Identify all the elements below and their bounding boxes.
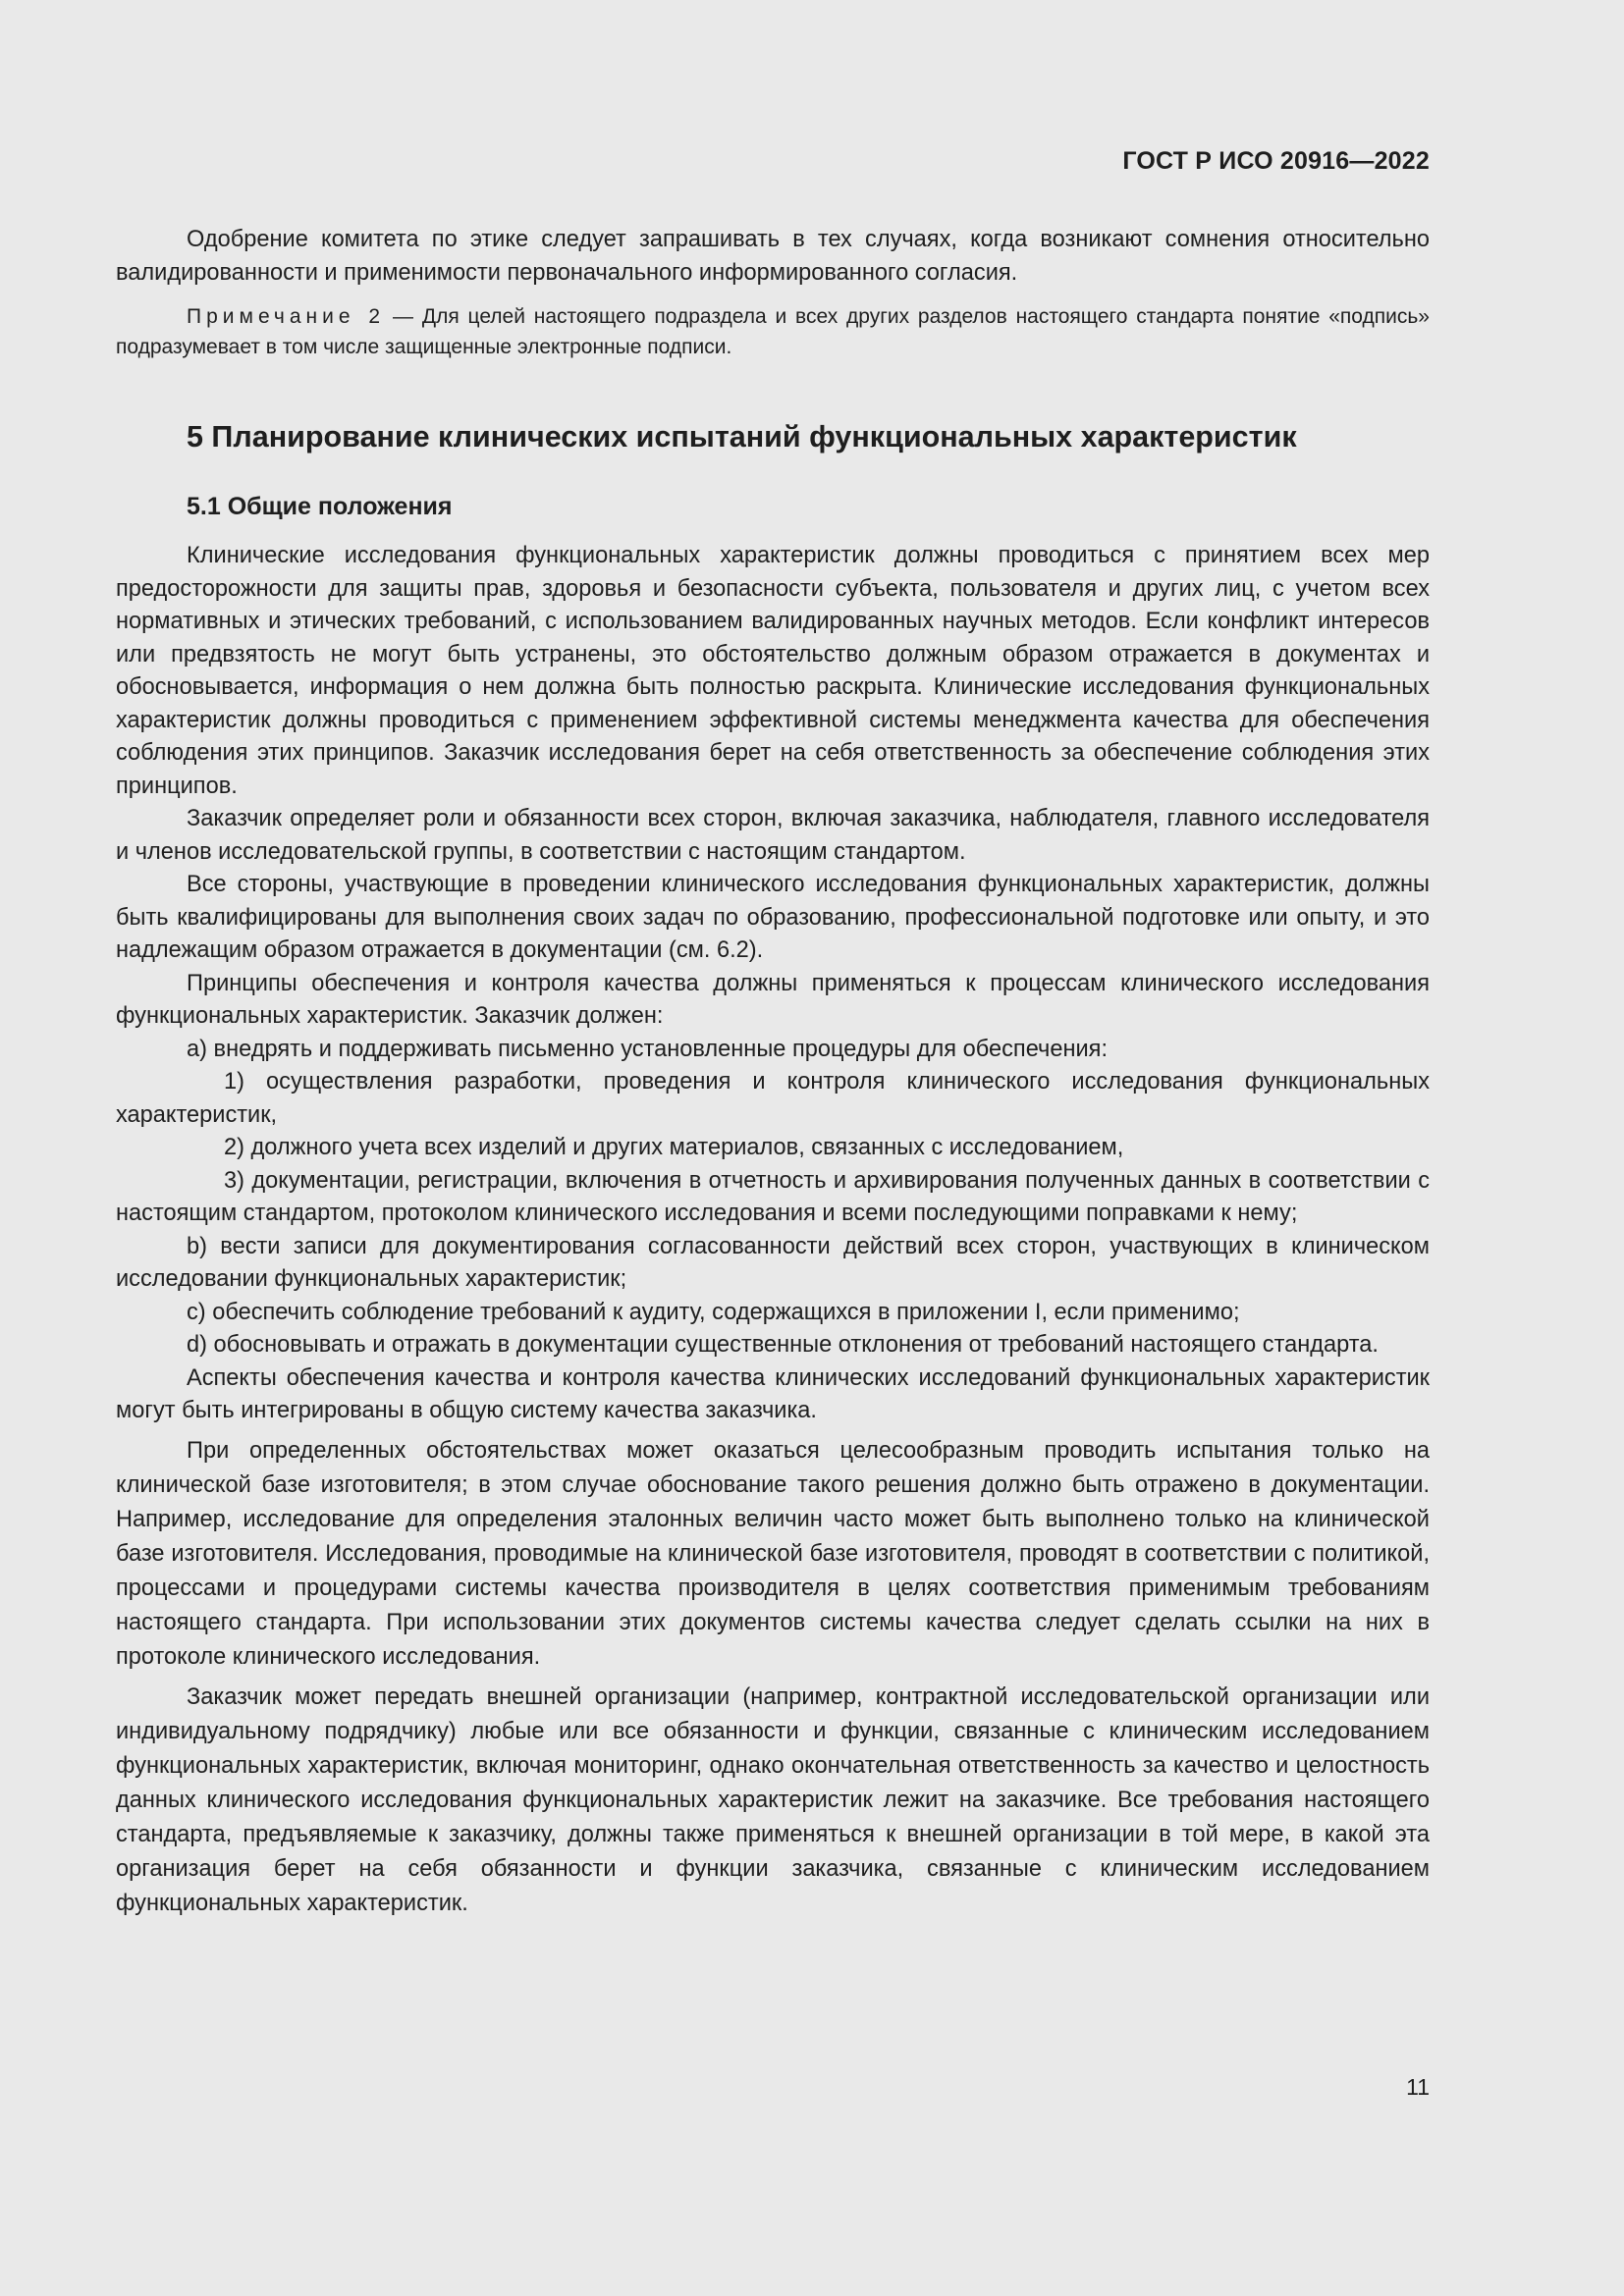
list-item-b: b) вести записи для документирования согласованности действий всех сторон, участвующих в клиническом исследовании функциональных характеристик; bbox=[116, 1233, 1430, 1292]
paragraph-delegation: Заказчик может передать внешней организации (например, контрактной исследовательской организации или индивидуальному подрядчику) любые или все обязанности и функции, связанные с клиническим исследованием функциональных характеристик, включая мониторинг, однако окончательная ответственность за качество и целостность данных клинического исследования функциональных характеристик лежит на заказчике. Все требования настоящего стандарта, предъявляемые к заказчику, должны также применяться к внешней организации в той мере, в какой эта организация берет на себя обязанности и функции заказчика, связанные с клиническим исследованием функциональных характеристик. bbox=[116, 1683, 1430, 1916]
note-label: Примечание 2 bbox=[187, 305, 386, 328]
paragraph-manufacturer-site: При определенных обстоятельствах может оказаться целесообразным проводить испытания только на клинической базе изготовителя; в этом случае обоснование такого решения должно быть отражено в документации. Например, исследование для определения эталонных величин часто может быть выполнено только на клинической базе изготовителя. Исследования, проводимые на клинической базе изготовителя, проводят в соответствии с политикой, процессами и процедурами системы качества производителя в целях соответствия применимым требованиям настоящего стандарта. При использовании этих документов системы качества следует сделать ссылки на них в протоколе клинического исследования. bbox=[116, 1437, 1430, 1670]
list-item-a-2: 2) должного учета всех изделий и других материалов, связанных с исследованием, bbox=[224, 1135, 1124, 1160]
note-2 bbox=[116, 301, 1430, 362]
paragraph-quality-aspects: Аспекты обеспечения качества и контроля качества клинических исследований функциональных характеристик могут быть интегрированы в общую систему качества заказчика. bbox=[116, 1364, 1430, 1423]
list-item-d: d) обосновывать и отражать в документации существенные отклонения от требований настоящего стандарта. bbox=[187, 1332, 1379, 1358]
paragraph-quality-principles: Принципы обеспечения и контроля качества должны применяться к процессам клинического исследования функциональных характеристик. Заказчик должен: bbox=[116, 970, 1430, 1029]
section-5-1-body bbox=[116, 540, 1430, 1921]
paragraph-qualification: Все стороны, участвующие в проведении клинического исследования функциональных характеристик, должны быть квалифицированы для выполнения своих задач по образованию, профессиональной подготовке или опыту, и это надлежащим образом отражается в документации (см. 6.2). bbox=[116, 872, 1430, 963]
section-heading: 5 Планирование клинических испытаний функциональных характеристик bbox=[187, 420, 1297, 454]
paragraph-roles: Заказчик определяет роли и обязанности всех сторон, включая заказчика, наблюдателя, главного исследователя и членов исследовательской группы, в соответствии с настоящим стандартом. bbox=[116, 806, 1430, 865]
section-5-heading-block bbox=[116, 420, 1430, 454]
subsection-heading: 5.1 Общие положения bbox=[187, 493, 453, 520]
paragraph-general: Клинические исследования функциональных характеристик должны проводиться с принятием всех мер предосторожности для защиты прав, здоровья и безопасности субъекта, пользователя и других лиц, с учетом всех нормативных и этических требований, с использованием валидированных научных методов. Если конфликт интересов или предвзятость не могут быть устранены, это обстоятельство должным образом отражается в документах и обосновывается, информация о нем должна быть полностью раскрыта. Клинические исследования функциональных характеристик должны проводиться с применением эффективной системы менеджмента качества для обеспечения соблюдения этих принципов. Заказчик исследования берет на себя ответственность за обеспечение соблюдения этих принципов. bbox=[116, 543, 1430, 799]
list-item-a-1: 1) осуществления разработки, проведения и контроля клинического исследования функциональных характеристик, bbox=[116, 1069, 1430, 1128]
ethics-paragraph: Одобрение комитета по этике следует запрашивать в тех случаях, когда возникают сомнения относительно валидированности и применимости первоначального информированного согласия. bbox=[116, 227, 1430, 286]
intro-block bbox=[116, 224, 1430, 362]
page-number: 11 bbox=[1406, 2074, 1430, 2100]
note-text: — Для целей настоящего подраздела и всех других разделов настоящего стандарта понятие «подпись» подразумевает в том числе защищенные электронные подписи. bbox=[116, 305, 1430, 358]
list-item-c: c) обеспечить соблюдение требований к аудиту, содержащихся в приложении I, если применимо; bbox=[187, 1299, 1240, 1325]
subsection-5-1-heading-block bbox=[116, 493, 1430, 521]
list-item-a: a) внедрять и поддерживать письменно установленные процедуры для обеспечения: bbox=[187, 1036, 1108, 1062]
standard-code-header: ГОСТ Р ИСО 20916—2022 bbox=[1122, 147, 1430, 175]
list-item-a-3: 3) документации, регистрации, включения в отчетность и архивирования полученных данных в соответствии с настоящим стандартом, протоколом клинического исследования и всеми последующими поправками к нему; bbox=[116, 1167, 1430, 1226]
